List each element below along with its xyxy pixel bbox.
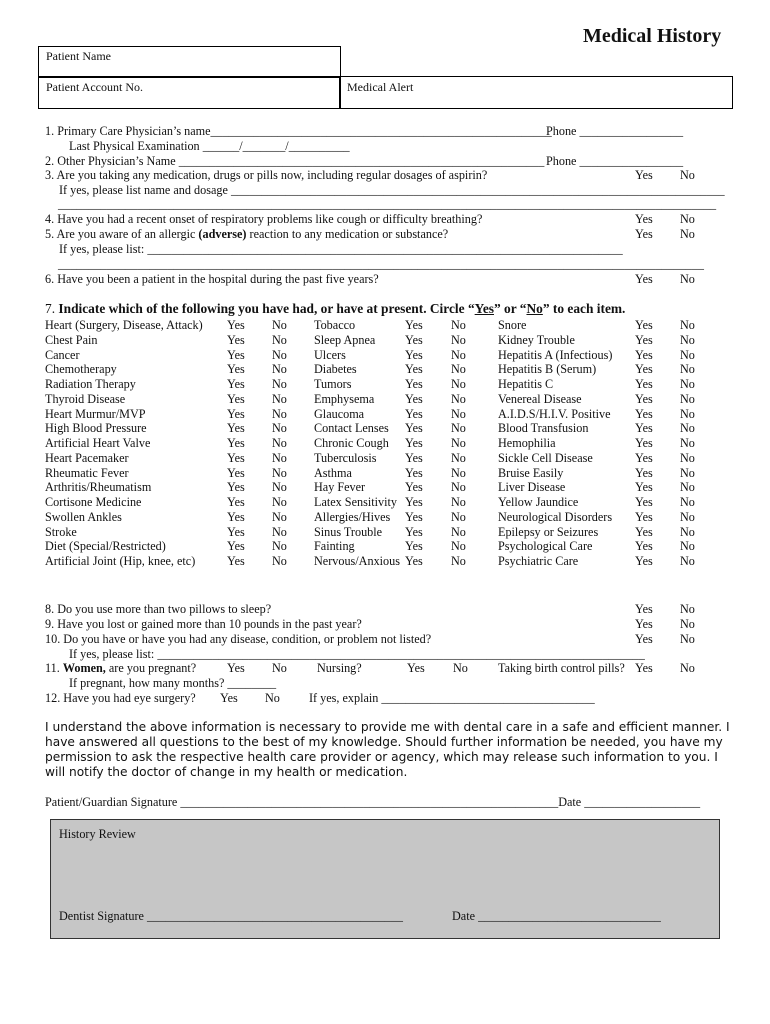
condition-label: Sleep Apnea: [314, 332, 376, 347]
q11-pregnant-text: are you pregnant?: [108, 661, 197, 675]
condition-label: Diet (Special/Restricted): [45, 539, 166, 554]
condition-label: Psychological Care: [498, 539, 593, 554]
condition-yes[interactable]: Yes: [227, 465, 245, 480]
q4-respiratory: 4. Have you had a recent onset of respiratory problems like cough or difficulty breathing?: [45, 212, 483, 226]
q11-women: [45, 661, 196, 675]
condition-no[interactable]: No: [272, 495, 287, 509]
condition-yes[interactable]: Yes: [635, 318, 653, 332]
condition-label: Snore: [498, 318, 527, 332]
q11-nursing-label: Nursing?: [317, 661, 362, 675]
condition-label: Hay Fever: [314, 480, 366, 495]
condition-no[interactable]: No: [680, 347, 695, 362]
q9-yes[interactable]: Yes: [635, 617, 653, 631]
condition-no[interactable]: No: [451, 524, 466, 539]
condition-label: Epilepsy or Seizures: [498, 524, 599, 539]
condition-no[interactable]: No: [680, 480, 695, 495]
q1-label: 1. Primary Care Physician’s name: [45, 124, 211, 138]
condition-no[interactable]: No: [680, 524, 695, 539]
condition-label: Liver Disease: [498, 480, 566, 495]
dentist-signature[interactable]: [59, 909, 403, 923]
page-title: Medical History: [583, 25, 722, 47]
q3-medication: 3. Are you taking any medication, drugs or pills now, including regular dosages of aspirin?: [45, 168, 488, 182]
condition-label: Bruise Easily: [498, 465, 564, 480]
condition-label: Venereal Disease: [498, 391, 582, 406]
condition-yes[interactable]: Yes: [405, 406, 423, 421]
condition-yes[interactable]: Yes: [405, 509, 423, 524]
q3-list[interactable]: [59, 183, 725, 197]
condition-no[interactable]: No: [272, 465, 287, 480]
condition-label: High Blood Pressure: [45, 421, 147, 436]
condition-no[interactable]: No: [680, 495, 695, 509]
condition-yes[interactable]: Yes: [227, 539, 245, 554]
q8-pillows: 8. Do you use more than two pillows to sleep?: [45, 602, 272, 616]
review-date[interactable]: [452, 909, 661, 923]
q5-list-blank[interactable]: ______________________________________________________________________________: [147, 242, 623, 256]
condition-label: Radiation Therapy: [45, 377, 136, 391]
q11-women-bold: Women,: [62, 661, 106, 675]
condition-no[interactable]: No: [272, 377, 287, 391]
condition-yes[interactable]: Yes: [405, 421, 423, 436]
condition-yes[interactable]: Yes: [405, 554, 423, 568]
q11-months[interactable]: If pregnant, how many months? ________: [69, 676, 277, 690]
q10-list-blank[interactable]: ________________________________________________________________________________: [157, 647, 645, 661]
condition-no[interactable]: No: [680, 539, 695, 554]
condition-label: Kidney Trouble: [498, 332, 575, 347]
q5-list[interactable]: [59, 242, 623, 256]
condition-yes[interactable]: Yes: [635, 524, 653, 539]
condition-no[interactable]: No: [272, 450, 287, 465]
condition-yes[interactable]: Yes: [227, 495, 245, 509]
condition-no[interactable]: No: [272, 347, 287, 362]
condition-no[interactable]: No: [272, 391, 287, 406]
condition-no[interactable]: No: [451, 436, 466, 450]
q11-nursing-yes[interactable]: Yes: [407, 661, 425, 675]
patient-name-label: Patient Name: [46, 49, 111, 63]
q6-hospital: 6. Have you been a patient in the hospital during the past five years?: [45, 272, 379, 286]
condition-label: Thyroid Disease: [45, 391, 126, 406]
condition-label: Diabetes: [314, 362, 357, 377]
condition-no[interactable]: No: [680, 318, 695, 332]
patient-date-blank[interactable]: ___________________: [584, 795, 701, 809]
q1-blank[interactable]: ________________________________________________________: [210, 124, 552, 138]
condition-label: Contact Lenses: [314, 421, 389, 436]
condition-label: Artificial Heart Valve: [45, 436, 151, 450]
medical-alert-field[interactable]: [339, 76, 733, 109]
condition-label: Stroke: [45, 524, 77, 539]
q12-yes[interactable]: Yes: [220, 691, 238, 705]
condition-no[interactable]: No: [451, 377, 466, 391]
phone-2-blank[interactable]: _________________: [579, 154, 684, 168]
patient-signature-blank[interactable]: ______________________________________________________________: [180, 795, 559, 809]
condition-label: Heart Murmur/MVP: [45, 406, 146, 421]
q8-no[interactable]: No: [680, 602, 695, 616]
q2-blank[interactable]: ____________________________________________________________: [178, 154, 545, 168]
condition-no[interactable]: No: [451, 347, 466, 362]
q3-no[interactable]: No: [680, 168, 695, 182]
condition-no[interactable]: No: [451, 421, 466, 436]
condition-label: Sinus Trouble: [314, 524, 383, 539]
condition-yes[interactable]: Yes: [227, 332, 245, 347]
condition-no[interactable]: No: [680, 332, 695, 347]
condition-label: Chemotherapy: [45, 362, 117, 377]
condition-label: Latex Sensitivity: [314, 495, 397, 509]
q9-no[interactable]: No: [680, 617, 695, 631]
condition-no[interactable]: No: [451, 480, 466, 495]
q5-text-post: reaction to any medication or substance?: [246, 227, 449, 241]
condition-yes[interactable]: Yes: [635, 495, 653, 509]
condition-no[interactable]: No: [451, 554, 466, 568]
q7-no-word: No: [526, 301, 543, 316]
condition-label: Rheumatic Fever: [45, 465, 129, 480]
phone-1-label: Phone: [546, 124, 577, 138]
condition-yes[interactable]: Yes: [635, 436, 653, 450]
q8-yes[interactable]: Yes: [635, 602, 653, 616]
condition-yes[interactable]: Yes: [405, 318, 423, 332]
q1-last-exam[interactable]: Last Physical Examination ______/_______/__________: [69, 139, 350, 153]
q2-other-physician[interactable]: [45, 154, 544, 168]
q7-yes-word: Yes: [474, 301, 494, 316]
condition-yes[interactable]: Yes: [635, 539, 653, 554]
phone-1-blank[interactable]: _________________: [579, 124, 684, 138]
dentist-signature-label: Dentist Signature: [59, 909, 144, 923]
q5-list-label: If yes, please list:: [59, 242, 145, 256]
condition-no[interactable]: No: [680, 377, 695, 391]
condition-no[interactable]: No: [680, 554, 695, 568]
condition-no[interactable]: No: [272, 509, 287, 524]
condition-no[interactable]: No: [451, 318, 466, 332]
condition-no[interactable]: No: [451, 465, 466, 480]
condition-yes[interactable]: Yes: [405, 524, 423, 539]
condition-yes[interactable]: Yes: [635, 509, 653, 524]
condition-label: Blood Transfusion: [498, 421, 589, 436]
condition-label: Psychiatric Care: [498, 554, 579, 568]
condition-no[interactable]: No: [680, 465, 695, 480]
phone-2[interactable]: [546, 154, 683, 168]
condition-label: Sickle Cell Disease: [498, 450, 593, 465]
condition-yes[interactable]: Yes: [635, 377, 653, 391]
q7-text-3: ” to each item.: [542, 301, 626, 316]
q5-text-pre: 5. Are you aware of an allergic: [45, 227, 199, 241]
condition-yes[interactable]: Yes: [635, 421, 653, 436]
condition-label: Cortisone Medicine: [45, 495, 142, 509]
review-date-blank[interactable]: ______________________________: [478, 909, 661, 923]
review-date-label: Date: [452, 909, 476, 923]
q10-list-label: If yes, please list:: [69, 647, 155, 661]
condition-no[interactable]: No: [451, 450, 466, 465]
condition-no[interactable]: No: [451, 509, 466, 524]
condition-no[interactable]: No: [451, 362, 466, 377]
q11-pregnant-yes[interactable]: Yes: [227, 661, 245, 675]
consent-paragraph: I understand the above information is necessary to provide me with dental care in a safe and efficient manner. I have answered all questions to the best of my knowledge. Should further information be needed, you have my permission to ask the respective health care provider or agency, which may release such information to you. I will notify the doctor of change in my health or medication.: [45, 720, 730, 779]
condition-yes[interactable]: Yes: [635, 332, 653, 347]
condition-label: Chronic Cough: [314, 436, 389, 450]
condition-yes[interactable]: Yes: [635, 406, 653, 421]
condition-yes[interactable]: Yes: [635, 347, 653, 362]
q3-extra-line[interactable]: ____________________________________________________________________________________________________________: [58, 197, 717, 211]
condition-yes[interactable]: Yes: [405, 347, 423, 362]
phone-1[interactable]: [546, 124, 683, 138]
q5-allergy: [45, 227, 448, 241]
q7-text-1: Indicate which of the following you have had, or have at present. Circle “: [58, 301, 475, 316]
condition-no[interactable]: No: [272, 480, 287, 495]
q10-other: 10. Do you have or have you had any disease, condition, or problem not listed?: [45, 632, 432, 646]
condition-label: Ulcers: [314, 347, 346, 362]
condition-label: Yellow Jaundice: [498, 495, 579, 509]
condition-no[interactable]: No: [272, 406, 287, 421]
condition-label: Heart Pacemaker: [45, 450, 129, 465]
condition-no[interactable]: No: [272, 421, 287, 436]
condition-no[interactable]: No: [680, 509, 695, 524]
condition-yes[interactable]: Yes: [635, 362, 653, 377]
condition-yes[interactable]: Yes: [227, 347, 245, 362]
patient-account-label: Patient Account No.: [46, 80, 143, 94]
condition-no[interactable]: No: [680, 362, 695, 377]
condition-yes[interactable]: Yes: [405, 332, 423, 347]
condition-label: Fainting: [314, 539, 355, 554]
condition-label: Hepatitis A (Infectious): [498, 347, 613, 362]
condition-label: Hepatitis B (Serum): [498, 362, 597, 377]
q3-yes[interactable]: Yes: [635, 168, 653, 182]
condition-label: Tumors: [314, 377, 352, 391]
condition-label: Tobacco: [314, 318, 356, 332]
q5-no[interactable]: No: [680, 227, 695, 241]
condition-label: Arthritis/Rheumatism: [45, 480, 152, 495]
condition-no[interactable]: No: [451, 332, 466, 347]
q12-explain[interactable]: If yes, explain ___________________________________: [309, 691, 595, 705]
q5-yes[interactable]: Yes: [635, 227, 653, 241]
condition-label: Hemophilia: [498, 436, 556, 450]
condition-yes[interactable]: Yes: [227, 318, 245, 332]
condition-label: Neurological Disorders: [498, 509, 613, 524]
q10-no[interactable]: No: [680, 632, 695, 646]
condition-yes[interactable]: Yes: [227, 450, 245, 465]
patient-date-label: Date: [558, 795, 582, 809]
history-review-box: [50, 819, 720, 939]
condition-yes[interactable]: Yes: [635, 450, 653, 465]
condition-yes[interactable]: Yes: [405, 465, 423, 480]
condition-yes[interactable]: Yes: [405, 362, 423, 377]
condition-yes[interactable]: Yes: [635, 391, 653, 406]
patient-signature-label: Patient/Guardian Signature: [45, 795, 178, 809]
condition-no[interactable]: No: [680, 450, 695, 465]
q7-text-2: ” or “: [493, 301, 527, 316]
q10-yes[interactable]: Yes: [635, 632, 653, 646]
q12-eye-surgery: 12. Have you had eye surgery?: [45, 691, 196, 705]
condition-yes[interactable]: Yes: [405, 391, 423, 406]
patient-account-field[interactable]: [38, 76, 341, 109]
condition-yes[interactable]: Yes: [227, 509, 245, 524]
condition-yes[interactable]: Yes: [405, 436, 423, 450]
condition-no[interactable]: No: [451, 495, 466, 509]
q7-heading: [45, 302, 625, 316]
condition-no[interactable]: No: [272, 554, 287, 568]
condition-yes[interactable]: Yes: [227, 480, 245, 495]
condition-yes[interactable]: Yes: [227, 406, 245, 421]
condition-no[interactable]: No: [272, 539, 287, 554]
condition-no[interactable]: No: [680, 391, 695, 406]
medical-alert-label: Medical Alert: [347, 80, 414, 94]
condition-yes[interactable]: Yes: [405, 495, 423, 509]
condition-no[interactable]: No: [272, 436, 287, 450]
condition-label: Hepatitis C: [498, 377, 554, 391]
q11-birth-control-label: Taking birth control pills?: [498, 661, 625, 675]
condition-yes[interactable]: Yes: [227, 377, 245, 391]
q11-birth-control-yes[interactable]: Yes: [635, 661, 653, 675]
condition-label: Allergies/Hives: [314, 509, 391, 524]
dentist-signature-blank[interactable]: __________________________________________: [147, 909, 403, 923]
q7-num: 7.: [45, 301, 56, 316]
condition-label: Tuberculosis: [314, 450, 377, 465]
condition-yes[interactable]: Yes: [227, 391, 245, 406]
q2-label: 2. Other Physician’s Name: [45, 154, 176, 168]
condition-label: Glaucoma: [314, 406, 365, 421]
condition-label: Cancer: [45, 347, 80, 362]
q6-no[interactable]: No: [680, 272, 695, 286]
condition-yes[interactable]: Yes: [405, 480, 423, 495]
condition-no[interactable]: No: [451, 406, 466, 421]
condition-yes[interactable]: Yes: [405, 539, 423, 554]
condition-label: Nervous/Anxious: [314, 554, 400, 568]
condition-no[interactable]: No: [451, 391, 466, 406]
condition-no[interactable]: No: [272, 362, 287, 377]
condition-yes[interactable]: Yes: [405, 450, 423, 465]
condition-yes[interactable]: Yes: [405, 377, 423, 391]
history-review-title: History Review: [59, 827, 136, 841]
q11-birth-control-no[interactable]: No: [680, 661, 695, 675]
patient-name-field[interactable]: [38, 46, 341, 78]
q11-nursing-no[interactable]: No: [453, 661, 468, 675]
condition-yes[interactable]: Yes: [227, 524, 245, 539]
q3-list-blank[interactable]: _________________________________________________________________________________: [230, 183, 725, 197]
q5-text-bold: (adverse): [198, 227, 247, 241]
condition-yes[interactable]: Yes: [635, 480, 653, 495]
q5-extra-line[interactable]: __________________________________________________________________________________________________________: [58, 257, 704, 271]
condition-no[interactable]: No: [680, 421, 695, 436]
patient-signature[interactable]: [45, 795, 700, 809]
q3-list-label: If yes, please list name and dosage: [59, 183, 228, 197]
condition-no[interactable]: No: [272, 318, 287, 332]
condition-label: Heart (Surgery, Disease, Attack): [45, 318, 203, 332]
q11-pregnant-no[interactable]: No: [272, 661, 287, 675]
condition-yes[interactable]: Yes: [227, 362, 245, 377]
condition-no[interactable]: No: [272, 524, 287, 539]
condition-yes[interactable]: Yes: [227, 436, 245, 450]
condition-label: Chest Pain: [45, 332, 98, 347]
condition-label: A.I.D.S/H.I.V. Positive: [498, 406, 611, 421]
condition-no[interactable]: No: [272, 332, 287, 347]
q1-physician[interactable]: [45, 124, 552, 138]
condition-yes[interactable]: Yes: [227, 554, 245, 568]
q6-yes[interactable]: Yes: [635, 272, 653, 286]
condition-no[interactable]: No: [680, 406, 695, 421]
condition-no[interactable]: No: [451, 539, 466, 554]
q4-no[interactable]: No: [680, 212, 695, 226]
phone-2-label: Phone: [546, 154, 577, 168]
condition-label: Swollen Ankles: [45, 509, 122, 524]
q9-weight: 9. Have you lost or gained more than 10 pounds in the past year?: [45, 617, 362, 631]
q10-list[interactable]: [69, 647, 645, 661]
condition-no[interactable]: No: [680, 436, 695, 450]
q12-no[interactable]: No: [265, 691, 280, 705]
condition-yes[interactable]: Yes: [227, 421, 245, 436]
condition-label: Artificial Joint (Hip, knee, etc): [45, 554, 196, 568]
q4-yes[interactable]: Yes: [635, 212, 653, 226]
condition-label: Asthma: [314, 465, 352, 480]
condition-label: Emphysema: [314, 391, 375, 406]
q11-num: 11.: [45, 661, 60, 675]
condition-yes[interactable]: Yes: [635, 554, 653, 568]
condition-yes[interactable]: Yes: [635, 465, 653, 480]
